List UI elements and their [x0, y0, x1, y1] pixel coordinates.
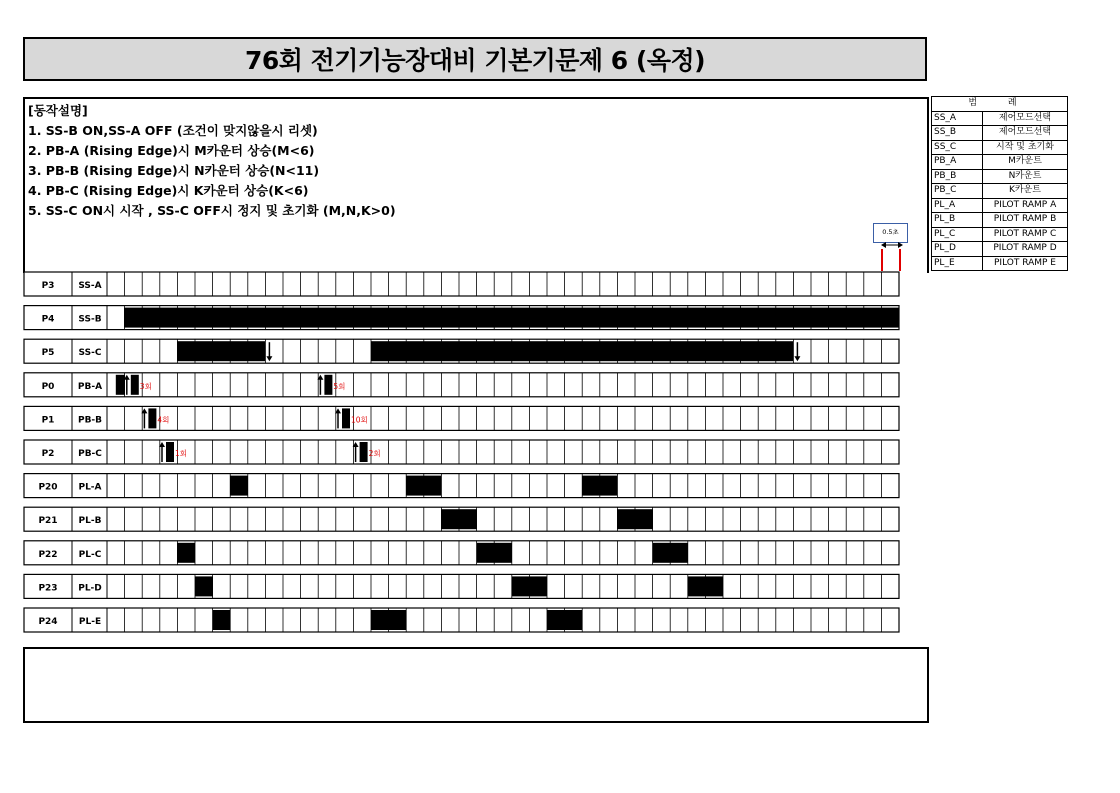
port-label: P21 [38, 516, 58, 527]
signal-high [547, 610, 582, 630]
signal-high [213, 610, 231, 630]
time-scale-label: 0.5초 [882, 228, 899, 236]
pulse-bar [166, 442, 174, 462]
signal-high [582, 476, 617, 496]
legend-key: PB_B [932, 169, 983, 184]
signal-high [406, 476, 441, 496]
timing-row [24, 541, 899, 565]
description-line: 1. SS-B ON,SS-A OFF (조건이 맞지않을시 리셋) [28, 123, 318, 138]
legend-key: PL_B [932, 213, 983, 228]
description-line: 3. PB-B (Rising Edge)시 N카운터 상승(N<11) [28, 163, 320, 178]
timing-row [24, 373, 899, 397]
signal-label: PL-C [78, 549, 102, 560]
legend-key: SS_B [932, 126, 983, 141]
signal-high [512, 576, 547, 596]
port-label: P1 [41, 415, 55, 426]
legend-value: 제어모드선택 [983, 111, 1068, 126]
signal-label: PL-A [78, 482, 102, 493]
timing-row [24, 272, 899, 296]
signal-label: PL-E [78, 617, 102, 627]
port-label: P4 [41, 314, 55, 325]
legend-key: PL_C [932, 227, 983, 242]
legend-value: PILOT RAMP D [983, 242, 1068, 257]
signal-label: SS-B [78, 314, 102, 325]
signal-high [653, 543, 688, 563]
pulse-bar [342, 408, 350, 428]
signal-high [688, 576, 723, 596]
pulse-count-label: 1회 [175, 449, 188, 458]
pulse-count-label: 3회 [139, 381, 152, 391]
signal-label: SS-C [78, 348, 102, 359]
signal-label: SS-A [78, 281, 102, 291]
port-label: P3 [41, 281, 55, 291]
description-line: 4. PB-C (Rising Edge)시 K카운터 상승(K<6) [28, 183, 309, 198]
signal-high [477, 543, 512, 563]
legend-value: 제어모드선택 [983, 126, 1068, 141]
legend-key: SS_A [932, 111, 983, 126]
legend-key: PL_A [932, 198, 983, 213]
signal-label: PL-D [78, 583, 102, 594]
legend-key: PB_A [932, 155, 983, 170]
signal-high [116, 375, 125, 395]
port-label: P22 [38, 549, 58, 560]
timing-row [24, 440, 899, 464]
notes-box [23, 647, 929, 723]
pulse-count-label: 10회 [351, 415, 368, 425]
legend-key: SS_C [932, 140, 983, 155]
legend-value: PILOT RAMP B [983, 213, 1068, 228]
signal-high [177, 341, 265, 361]
legend-value: PILOT RAMP E [983, 256, 1068, 271]
pulse-bar [131, 375, 139, 395]
signal-label: PB-C [78, 449, 102, 459]
page-title: 76회 전기기능장대비 기본기문제 6 (옥정) [244, 46, 706, 75]
legend-value: PILOT RAMP C [983, 227, 1068, 242]
pulse-bar [324, 375, 332, 395]
port-label: P20 [38, 482, 58, 493]
timing-row [24, 474, 899, 498]
signal-high [371, 341, 793, 361]
signal-label: PB-A [77, 381, 103, 392]
pulse-count-label: 5회 [333, 381, 346, 391]
signal-high [195, 576, 213, 596]
pulse-bar [360, 442, 368, 462]
legend-value: M카운트 [983, 155, 1068, 170]
port-label: P0 [41, 381, 55, 392]
signal-high [230, 476, 248, 496]
description-line: 5. SS-C ON시 시작 , SS-C OFF시 정지 및 초기화 (M,N,K>0) [28, 203, 396, 218]
signal-label: PL-B [78, 516, 102, 527]
port-label: P5 [41, 348, 55, 359]
legend-key: PB_C [932, 184, 983, 199]
legend-key: PL_D [932, 242, 983, 257]
legend-header: 범 례 [932, 97, 1068, 112]
description-heading: [동작설명] [28, 103, 88, 118]
signal-high [617, 509, 652, 529]
port-label: P2 [41, 449, 55, 459]
legend-key: PL_E [932, 256, 983, 271]
signal-high [177, 543, 195, 563]
timing-row [24, 608, 899, 632]
pulse-bar [148, 408, 156, 428]
signal-high [441, 509, 476, 529]
legend-value: PILOT RAMP A [983, 198, 1068, 213]
signal-label: PB-B [77, 415, 103, 426]
signal-high [124, 308, 899, 328]
timing-row [24, 574, 899, 598]
pulse-count-label: 2회 [368, 449, 381, 458]
pulse-count-label: 4회 [157, 415, 170, 425]
signal-high [371, 610, 406, 630]
description-line: 2. PB-A (Rising Edge)시 M카운터 상승(M<6) [28, 143, 315, 158]
legend-value: N카운트 [983, 169, 1068, 184]
legend-value: 시작 및 초기화 [983, 140, 1068, 155]
port-label: P23 [38, 583, 58, 594]
legend-value: K카운트 [983, 184, 1068, 199]
port-label: P24 [38, 617, 58, 627]
